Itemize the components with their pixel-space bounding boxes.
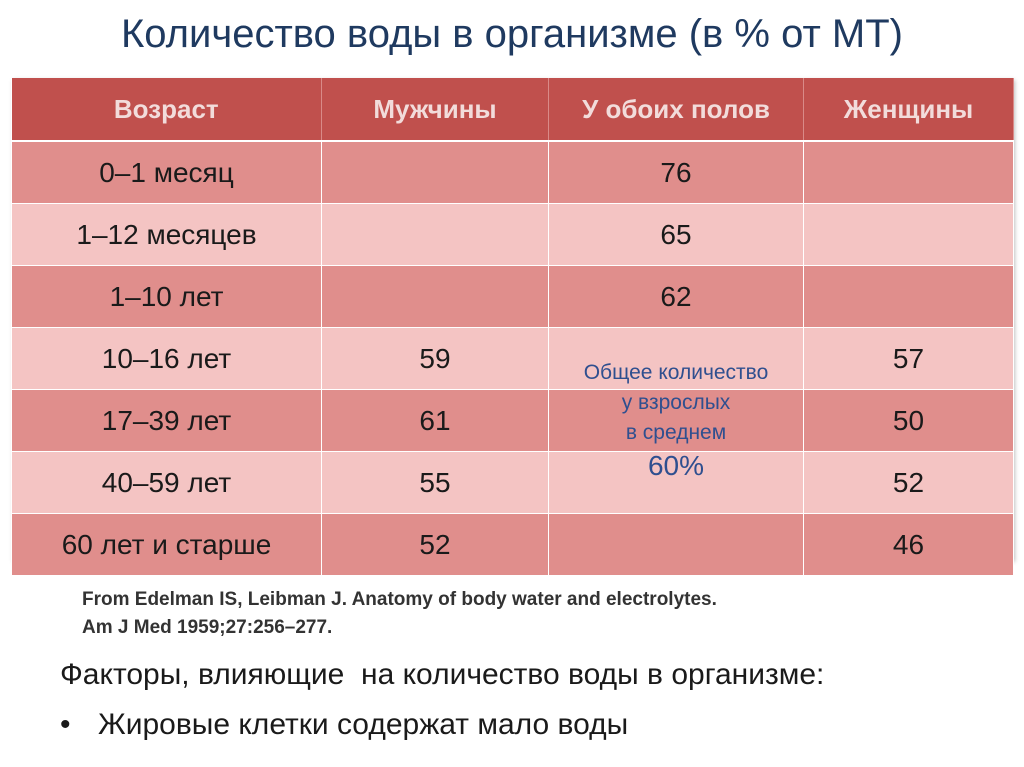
- citation-line-1: From Edelman IS, Leibman J. Anatomy of body water and electrolytes.: [82, 589, 717, 610]
- age-cell: 0–1 месяц: [12, 141, 322, 204]
- slide-title: Количество воды в организме (в % от МТ): [121, 12, 903, 56]
- men-cell: [322, 204, 549, 266]
- age-cell: 40–59 лет: [12, 452, 322, 514]
- women-cell: [804, 266, 1014, 328]
- age-cell: 60 лет и старше: [12, 514, 322, 576]
- factors-heading: Факторы, влияющие на количество воды в организме:: [60, 658, 825, 691]
- table-row: [12, 452, 1014, 514]
- table-header-row: [12, 78, 1014, 141]
- age-cell: 1–12 месяцев: [12, 204, 322, 266]
- bullet-icon: •: [60, 708, 71, 741]
- adult-average-note: [549, 358, 803, 484]
- men-cell: 59: [322, 328, 549, 390]
- women-cell: 50: [804, 390, 1014, 452]
- table-row: [12, 390, 1014, 452]
- note-line-1: Общее количество: [583, 360, 769, 384]
- note-line-2: у взрослых: [621, 390, 731, 414]
- note-average-value: 60%: [647, 449, 705, 481]
- women-cell: 46: [804, 514, 1014, 576]
- factor-list-item: [60, 708, 628, 742]
- table-row: [12, 328, 1014, 390]
- both-cell: [549, 360, 804, 481]
- header-men: Мужчины: [322, 78, 549, 141]
- water-content-table: [11, 78, 1014, 576]
- note-line-3: в среднем: [625, 420, 727, 444]
- header-age: Возраст: [12, 78, 322, 141]
- header-women: Женщины: [804, 78, 1014, 141]
- citation-line-2: Am J Med 1959;27:256–277.: [82, 617, 333, 638]
- men-cell: 52: [322, 514, 549, 576]
- men-cell: [322, 266, 549, 328]
- age-cell: 17–39 лет: [12, 390, 322, 452]
- both-cell: [549, 514, 804, 576]
- table-row: [12, 266, 1014, 328]
- water-table-container: [11, 78, 1013, 560]
- age-cell: 10–16 лет: [12, 328, 322, 390]
- men-cell: 55: [322, 452, 549, 514]
- table-row: [12, 514, 1014, 576]
- age-cell: 1–10 лет: [12, 266, 322, 328]
- men-cell: [322, 141, 549, 204]
- men-cell: 61: [322, 390, 549, 452]
- women-cell: 57: [804, 328, 1014, 390]
- both-cell: 62: [549, 266, 804, 328]
- header-both: У обоих полов: [549, 78, 804, 141]
- source-citation: [82, 586, 717, 642]
- women-cell: 52: [804, 452, 1014, 514]
- women-cell: [804, 204, 1014, 266]
- both-cell: 76: [549, 141, 804, 204]
- both-cell: 65: [549, 204, 804, 266]
- table-row: [12, 141, 1014, 204]
- factor-item-text: Жировые клетки содержат мало воды: [98, 708, 629, 741]
- women-cell: [804, 141, 1014, 204]
- table-row: [12, 204, 1014, 266]
